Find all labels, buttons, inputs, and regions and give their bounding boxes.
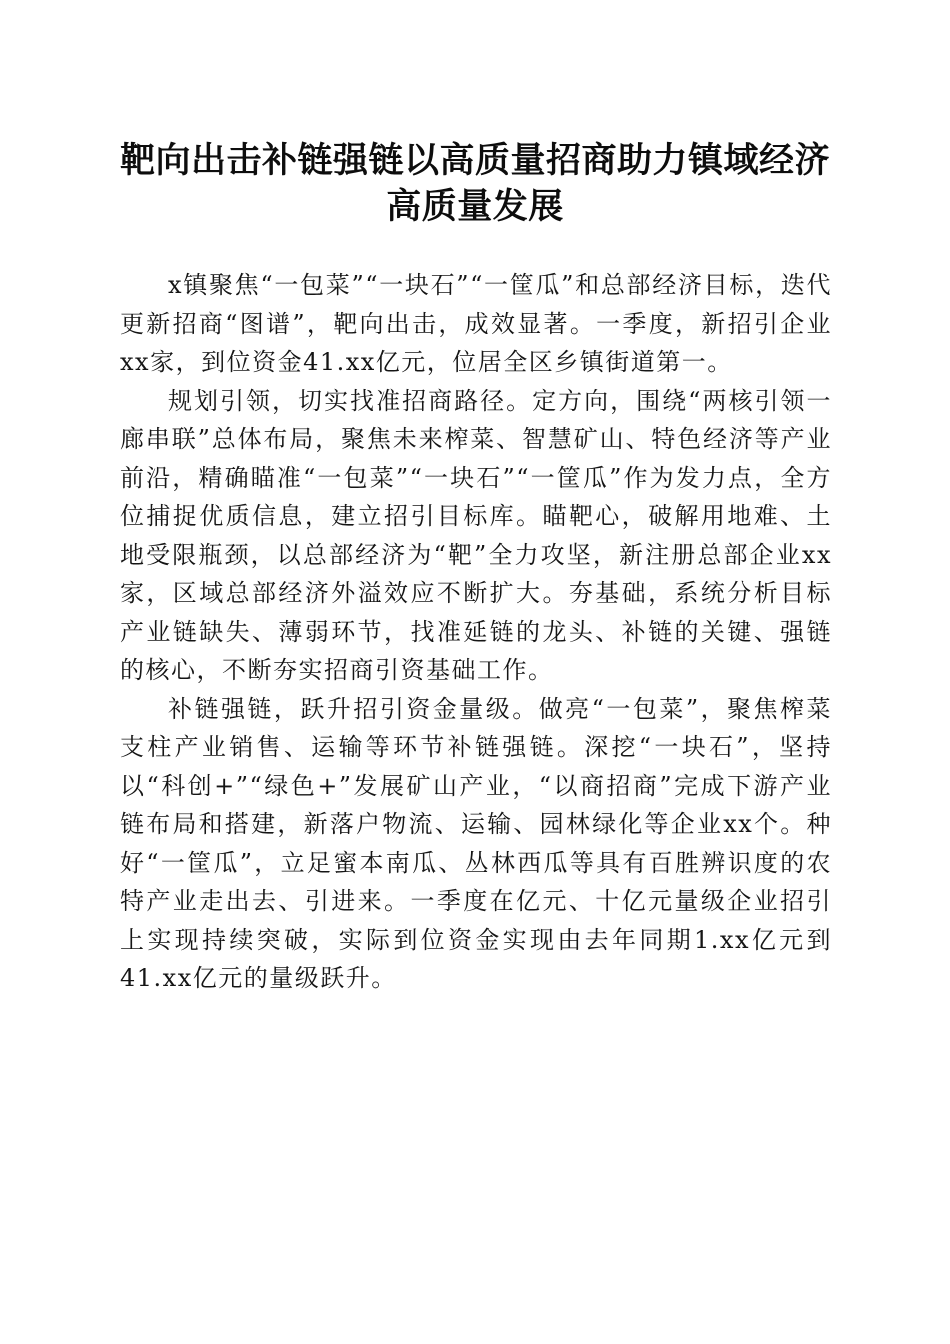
document-title-line-2: 高质量发展	[386, 186, 564, 227]
document-title-line-1: 靶向出击补链强链以高质量招商助力镇域经济	[119, 140, 830, 181]
paragraph-planning: 规划引领，切实找准招商路径。定方向，围绕“两核引领一廊串联”总体布局，聚焦未来榨菜、智慧矿山、特色经济等产业前沿，精确瞄准“一包菜”“一块石”“一筐瓜”作为发力点，全方位捕捉优质信息，建立招引目标库。瞄靶心，破解用地难、土地受限瓶颈，以总部经济为“靶”全力攻坚，新注册总部企业xx家，区域总部经济外溢效应不断扩大。夯基础，系统分析目标产业链缺失、薄弱环节，找准延链的龙头、补链的关键、强链的核心，不断夯实招商引资基础工作。	[120, 386, 832, 684]
paragraph-chain: 补链强链，跃升招引资金量级。做亮“一包菜”，聚焦榨菜支柱产业销售、运输等环节补链强链。深挖“一块石”，坚持以“科创+”“绿色+”发展矿山产业，“以商招商”完成下游产业链布局和搭建，新落户物流、运输、园林绿化等企业xx个。种好“一筐瓜”，立足蜜本南瓜、丛林西瓜等具有百胜辨识度的农特产业走出去、引进来。一季度在亿元、十亿元量级企业招引上实现持续突破，实际到位资金实现由去年同期1.xx亿元到41.xx亿元的量级跃升。	[120, 694, 832, 992]
paragraph-intro: x镇聚焦“一包菜”“一块石”“一筐瓜”和总部经济目标，迭代更新招商“图谱”，靶向出击，成效显著。一季度，新招引企业xx家，到位资金41.xx亿元，位居全区乡镇街道第一。	[120, 271, 832, 376]
document-body	[120, 266, 832, 998]
